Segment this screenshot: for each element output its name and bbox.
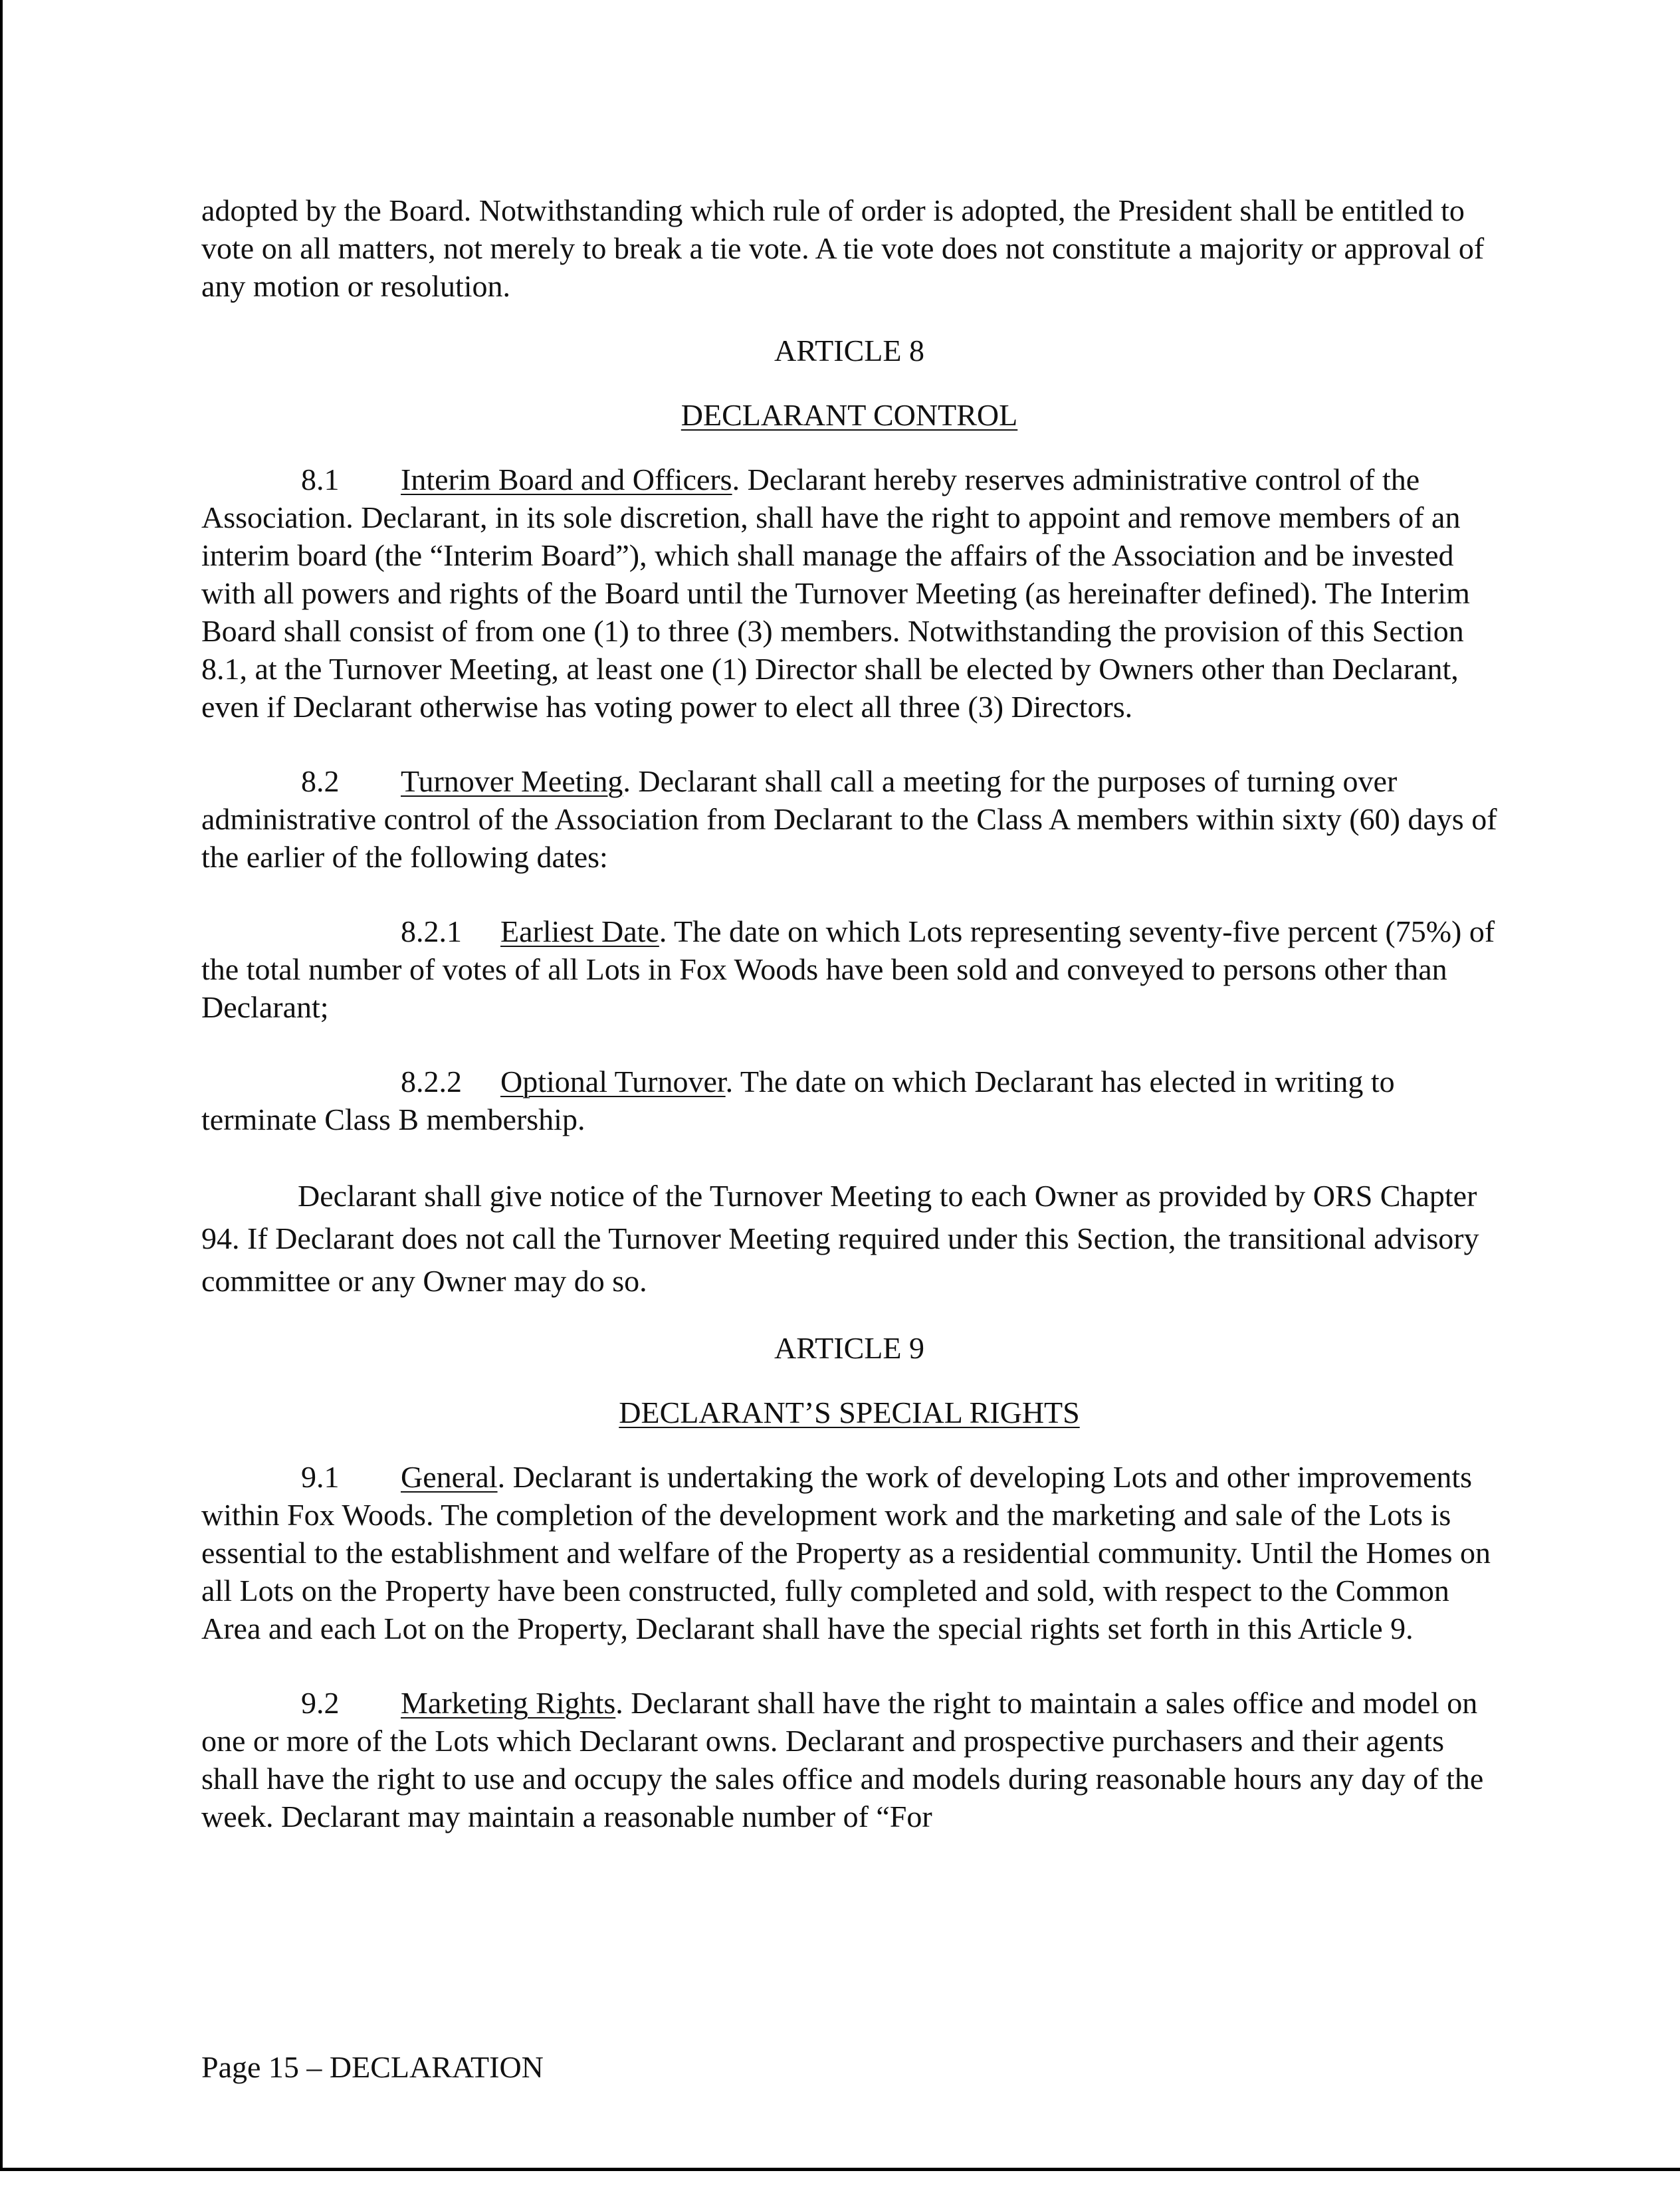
section-number: 8.1 xyxy=(301,463,340,496)
section-9-1 xyxy=(201,1458,1497,1647)
section-8-2 xyxy=(201,762,1497,876)
section-9-2 xyxy=(201,1684,1497,1835)
page-left-edge xyxy=(0,0,3,2168)
section-number: 9.2 xyxy=(301,1686,340,1720)
section-8-2-2 xyxy=(201,1063,1497,1138)
section-8-2-1 xyxy=(201,912,1497,1026)
article-9-heading: ARTICLE 9 xyxy=(774,1331,924,1365)
section-text: . Declarant hereby reserves administrative control of the Association. Declarant, in its sole discretion, shall have the right to appoint and remove members of an interim board (the “Interim Board”), which shall manage the affairs of the Association and be invested with all powers and rights of the Board until the Turnover Meeting (as hereinafter defined). The Interim Board shall consist of from one (1) to three (3) members. Notwithstanding the provision of this Section 8.1, at the Turnover Meeting, at least one (1) Director shall be elected by Owners other than Declarant, even if Declarant otherwise has voting power to elect all three (3) Directors. xyxy=(201,463,1470,724)
section-title: General xyxy=(401,1460,498,1494)
document-page xyxy=(201,191,1497,1835)
section-title: Turnover Meeting xyxy=(401,764,623,798)
section-title: Marketing Rights xyxy=(401,1686,616,1720)
section-title: Optional Turnover xyxy=(500,1065,726,1098)
section-number: 9.1 xyxy=(301,1460,340,1494)
section-title: Interim Board and Officers xyxy=(401,463,732,496)
section-number: 8.2.1 xyxy=(401,914,462,948)
page-bottom-edge xyxy=(0,2168,1680,2171)
article-9-title: DECLARANT’S SPECIAL RIGHTS xyxy=(619,1396,1080,1429)
article-8-heading: ARTICLE 8 xyxy=(774,334,924,367)
intro-paragraph: adopted by the Board. Notwithstanding which rule of order is adopted, the President shall be entitled to vote on all matters, not merely to break a tie vote. A tie vote does not constitute a majority or approval of any motion or resolution. xyxy=(201,193,1485,303)
page-footer: Page 15 – DECLARATION xyxy=(201,2050,544,2084)
section-title: Earliest Date xyxy=(500,914,659,948)
section-text: . Declarant is undertaking the work of developing Lots and other improvements within Fox Woods. The completion of the development work and the marketing and sale of the Lots is essential to the establishment and welfare of the Property as a residential community. Until the Homes on all Lots on the Property have been constructed, fully completed and sold, with respect to the Common Area and each Lot on the Property, Declarant shall have the special rights set forth in this Article 9. xyxy=(201,1460,1491,1645)
section-text: . Declarant shall call a meeting for the purposes of turning over administrative control of the Association from Declarant to the Class A members within sixty (60) days of the earlier of the following dates: xyxy=(201,764,1497,874)
section-number: 8.2.2 xyxy=(401,1065,462,1098)
section-text: . The date on which Lots representing seventy-five percent (75%) of the total number of votes of all Lots in Fox Woods have been sold and conveyed to persons other than Declarant; xyxy=(201,914,1495,1024)
section-8-1 xyxy=(201,461,1497,726)
section-text: . Declarant shall have the right to maintain a sales office and model on one or more of the Lots which Declarant owns. Declarant and prospective purchasers and their agents shall have the right to use and occupy the sales office and models during reasonable hours any day of the week. Declarant may maintain a reasonable number of “For xyxy=(201,1686,1484,1833)
article-8-title: DECLARANT CONTROL xyxy=(681,398,1018,432)
notice-paragraph: Declarant shall give notice of the Turnover Meeting to each Owner as provided by ORS Chapter 94. If Declarant does not call the Turnover Meeting required under this Section, the transitional advisory committee or any Owner may do so. xyxy=(201,1179,1479,1298)
section-text: . The date on which Declarant has elected in writing to terminate Class B membership. xyxy=(201,1065,1395,1136)
section-number: 8.2 xyxy=(301,764,340,798)
